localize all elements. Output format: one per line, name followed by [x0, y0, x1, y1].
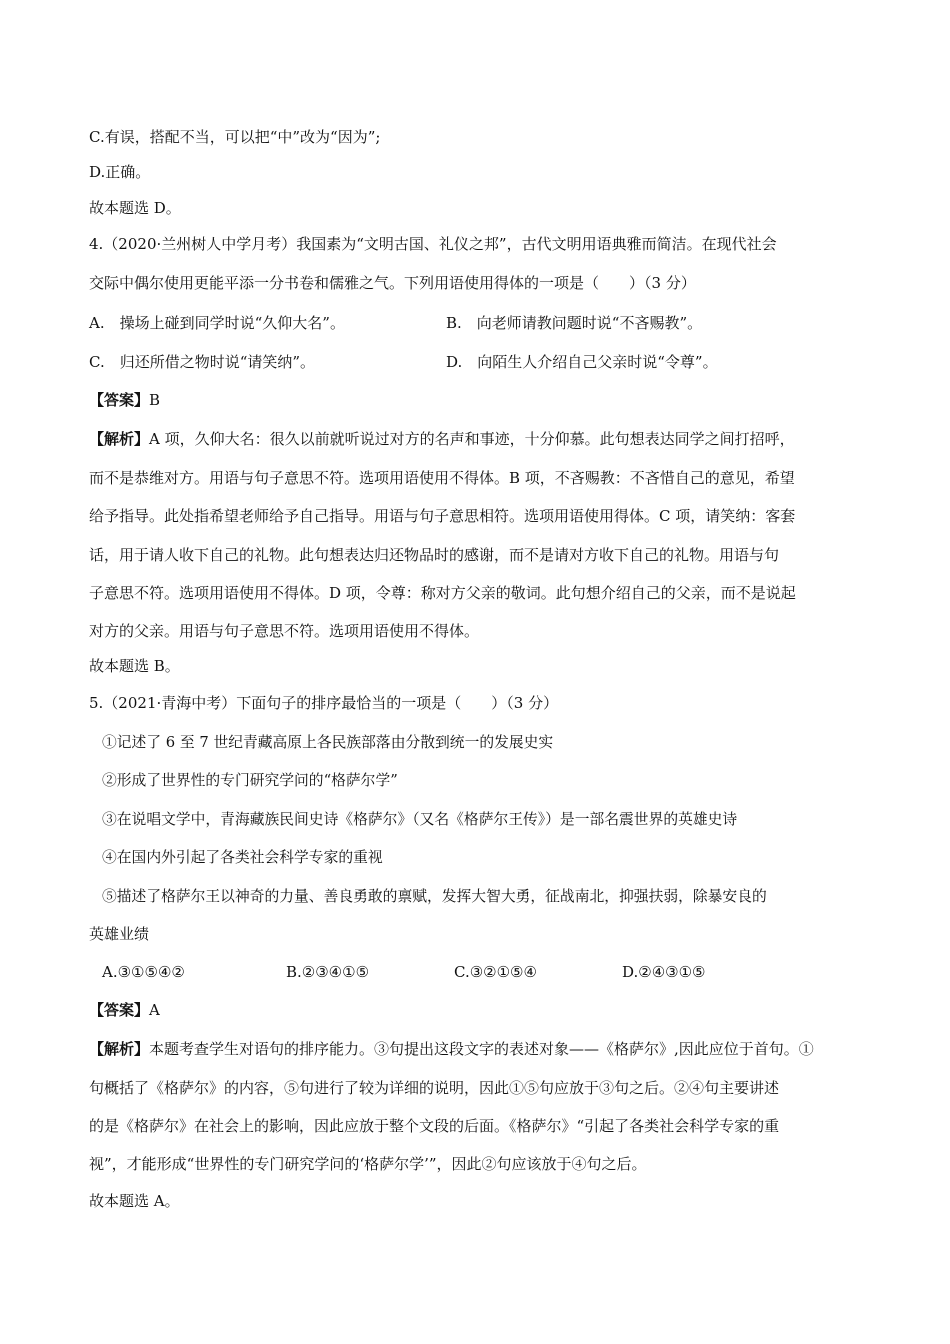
q5-option-d: D.②④③①⑤ — [622, 963, 706, 981]
q5-option-a: A.③①⑤④② — [102, 963, 185, 981]
q3-option-c-explanation: C.有误，搭配不当，可以把“中”改为“因为”; — [89, 128, 381, 146]
q5-sentence-1: ①记述了 6 至 7 世纪青藏高原上各民族部落由分散到统一的发展史实 — [102, 733, 554, 751]
q4-analysis-line-2: 而不是恭维对方。用语与句子意思不符。选项用语使用不得体。B 项，不吝赐教：不吝惜自己的意见，希望 — [89, 469, 795, 487]
q4-analysis-line-4: 话，用于请人收下自己的礼物。此句想表达归还物品时的感谢，而不是请对方收下自己的礼物。用语与句 — [89, 546, 780, 564]
q5-analysis-line-1 — [89, 1039, 879, 1059]
q4-analysis-line-1 — [89, 429, 879, 449]
q5-answer-label: 【答案】 — [89, 1001, 150, 1019]
q5-answer-value: A — [149, 1001, 160, 1019]
q5-sentence-4: ④在国内外引起了各类社会科学专家的重视 — [102, 848, 383, 866]
q5-analysis-line-2: 句概括了《格萨尔》的内容，⑤句进行了较为详细的说明，因此①⑤句应放于③句之后。②④句主要讲述 — [89, 1079, 780, 1097]
q4-analysis-line-5: 子意思不符。选项用语使用不得体。D 项，令尊：称对方父亲的敬词。此句想介绍自己的父亲，而不是说起 — [89, 584, 796, 602]
q5-stem: 5.（2021·青海中考）下面句子的排序最恰当的一项是（ ）（3 分） — [89, 694, 559, 712]
q4-stem-line-1: 4.（2020·兰州树人中学月考）我国素为“文明古国、礼仪之邦”，古代文明用语典雅而简洁。在现代社会 — [89, 235, 777, 253]
q4-option-a: A. 操场上碰到同学时说“久仰大名”。 — [89, 314, 345, 332]
q4-answer-value: B — [149, 391, 161, 409]
q4-conclusion: 故本题选 B。 — [89, 657, 180, 675]
q4-analysis-line-3: 给予指导。此处指希望老师给予自己指导。用语与句子意思相符。选项用语使用得体。C 项，请笑纳：客套 — [89, 507, 796, 525]
q5-conclusion: 故本题选 A。 — [89, 1192, 180, 1210]
q5-sentence-5: ⑤描述了格萨尔王以神奇的力量、善良勇敢的禀赋，发挥大智大勇，征战南北，抑强扶弱，除暴安良的 — [102, 887, 767, 905]
q5-sentence-3: ③在说唱文学中，青海藏族民间史诗《格萨尔》（又名《格萨尔王传》）是一部名震世界的英雄史诗 — [102, 810, 738, 828]
q4-option-b: B. 向老师请教问题时说“不吝赐教”。 — [446, 314, 703, 332]
q5-sentence-2: ②形成了世界性的专门研究学问的“格萨尔学” — [102, 771, 398, 789]
q4-answer-label: 【答案】 — [89, 391, 150, 409]
q5-sentence-5-continued: 英雄业绩 — [89, 925, 150, 943]
q4-answer — [89, 390, 879, 410]
q5-analysis-label: 【解析】 — [89, 1040, 150, 1058]
q4-analysis-line-6: 对方的父亲。用语与句子意思不符。选项用语使用不得体。 — [89, 622, 480, 640]
q4-option-c: C. 归还所借之物时说“请笑纳”。 — [89, 353, 316, 371]
q5-analysis-line-4: 视”，才能形成“世界性的专门研究学问的‘格萨尔学’”，因此②句应该放于④句之后。 — [89, 1155, 647, 1173]
q4-analysis-text-1: A 项，久仰大名：很久以前就听说过对方的名声和事迹，十分仰慕。此句想表达同学之间打招呼， — [149, 430, 795, 448]
q5-option-c: C.③②①⑤④ — [454, 963, 537, 981]
q5-answer — [89, 1000, 879, 1020]
q5-option-b: B.②③④①⑤ — [286, 963, 370, 981]
q3-option-d-explanation: D.正确。 — [89, 163, 151, 181]
q4-analysis-label: 【解析】 — [89, 430, 150, 448]
q3-conclusion: 故本题选 D。 — [89, 199, 181, 217]
q4-stem-line-2: 交际中偶尔使用更能平添一分书卷和儒雅之气。下列用语使用得体的一项是（ ）（3 分） — [89, 274, 696, 292]
q5-analysis-text-1: 本题考查学生对语句的排序能力。③句提出这段文字的表述对象——《格萨尔》,因此应位于首句。① — [149, 1040, 814, 1058]
q5-analysis-line-3: 的是《格萨尔》在社会上的影响，因此应放于整个文段的后面。《格萨尔》“引起了各类社会科学专家的重 — [89, 1117, 780, 1135]
q4-option-d: D. 向陌生人介绍自己父亲时说“令尊”。 — [446, 353, 718, 371]
